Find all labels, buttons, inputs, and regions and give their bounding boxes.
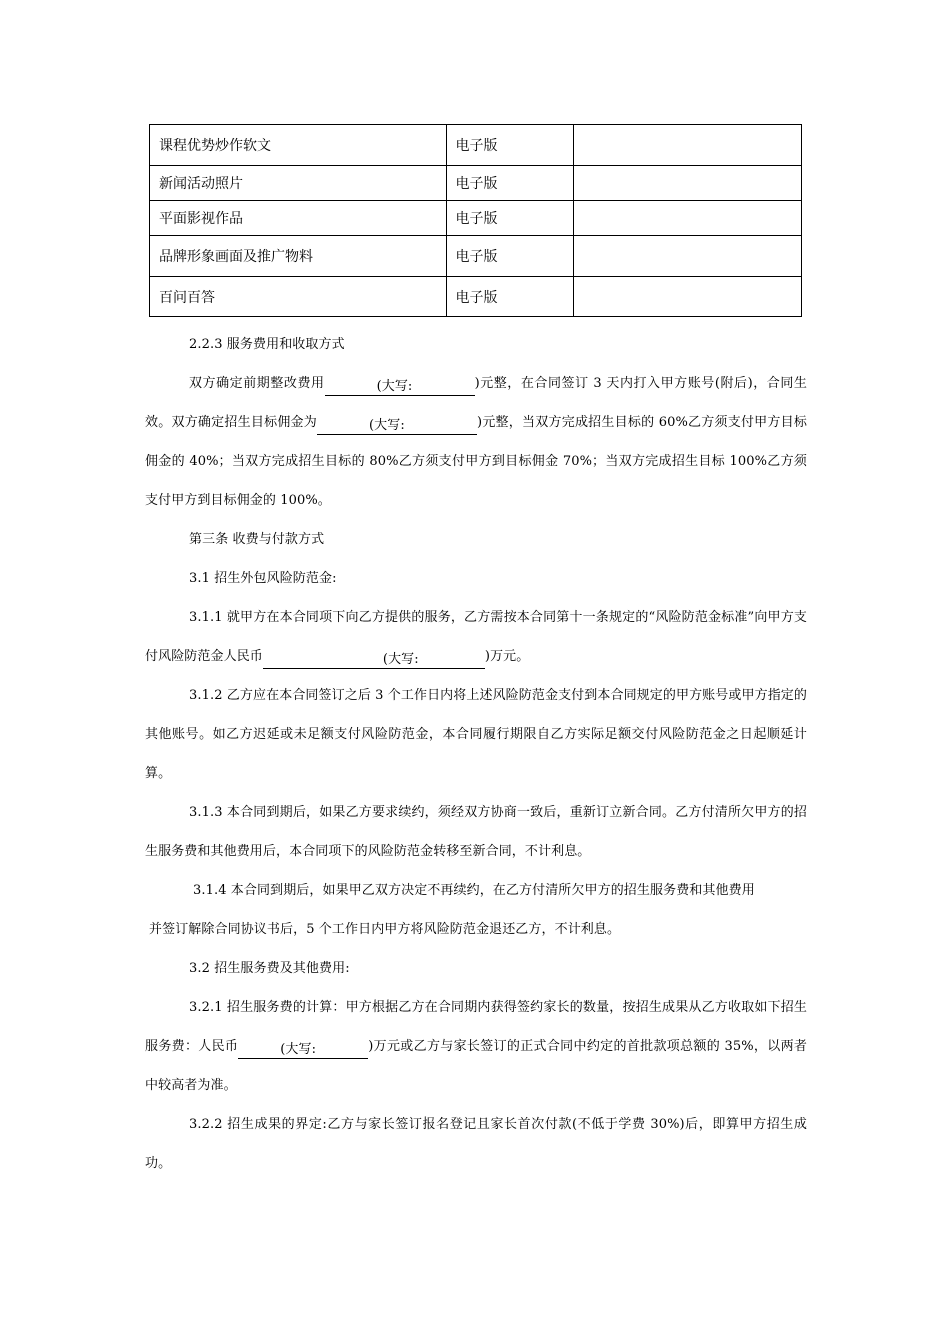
article-3-heading: 第三条 收费与付款方式 <box>189 532 325 547</box>
blank-commission-amount: (大写: <box>317 418 477 435</box>
format-cell: 电子版 <box>446 201 574 236</box>
paragraph-fees: 双方确定前期整改费用 (大写: )元整，在合同签订 3 天内打入甲方账号(附后)，合同生效。双方确定招生目标佣金为 (大写: )元整，当双方完成招生目标的 60%乙方须支付甲方目标佣金的 40%；当双方完成招生目标的 80%乙方须支付甲方到目标佣金 70%；当双方完成招生目标 100%乙方须支付甲方到目标佣金的 100%。 <box>145 376 807 508</box>
item-cell: 课程优势炒作软文 <box>150 125 447 166</box>
section-3-1: 3.1 招生外包风险防范金: <box>189 571 337 586</box>
blank-fee-amount: (大写: <box>325 379 475 396</box>
section-heading-2-2-3: 2.2.3 服务费用和收取方式 <box>189 337 345 352</box>
note-cell <box>574 236 802 277</box>
deliverables-table <box>149 124 802 317</box>
table-row <box>150 125 802 166</box>
format-cell: 电子版 <box>446 236 574 277</box>
blank-service-fee: (大写: <box>238 1042 368 1059</box>
format-cell: 电子版 <box>446 125 574 166</box>
table-row <box>150 236 802 277</box>
item-cell: 百问百答 <box>150 277 447 317</box>
item-cell: 品牌形象画面及推广物料 <box>150 236 447 277</box>
paragraph-3-2-2: 3.2.2 招生成果的界定:乙方与家长签订报名登记且家长首次付款(不低于学费 30%)后，即算甲方招生成功。 <box>145 1117 807 1171</box>
blank-risk-deposit: (大写: <box>263 652 485 669</box>
format-cell: 电子版 <box>446 166 574 201</box>
format-cell: 电子版 <box>446 277 574 317</box>
table-row <box>150 166 802 201</box>
contract-body <box>145 325 807 1183</box>
note-cell <box>574 201 802 236</box>
note-cell <box>574 166 802 201</box>
paragraph-3-1-4: 3.1.4 本合同到期后，如果甲乙双方决定不再续约，在乙方付清所欠甲方的招生服务费和其他费用 <box>193 883 755 898</box>
paragraph-3-2-1: 3.2.1 招生服务费的计算：甲方根据乙方在合同期内获得签约家长的数量，按招生成果从乙方收取如下招生服务费：人民币 (大写: )万元或乙方与家长签订的正式合同中约定的首批款项总额的 35%，以两者中较高者为准。 <box>145 1000 807 1093</box>
section-3-2: 3.2 招生服务费及其他费用: <box>189 961 350 976</box>
note-cell <box>574 277 802 317</box>
table-row <box>150 277 802 317</box>
paragraph-3-1-1: 3.1.1 就甲方在本合同项下向乙方提供的服务，乙方需按本合同第十一条规定的“风险防范金标准”向甲方支付风险防范金人民币 (大写: )万元。 <box>145 610 807 667</box>
paragraph-3-1-3: 3.1.3 本合同到期后，如果乙方要求续约，须经双方协商一致后，重新订立新合同。乙方付清所欠甲方的招生服务费和其他费用后，本合同项下的风险防范金转移至新合同，不计利息。 <box>145 805 807 859</box>
note-cell <box>574 125 802 166</box>
item-cell: 平面影视作品 <box>150 201 447 236</box>
paragraph-3-1-4-cont: 并签订解除合同协议书后，5 个工作日内甲方将风险防范金退还乙方，不计利息。 <box>149 922 621 937</box>
table-row <box>150 201 802 236</box>
item-cell: 新闻活动照片 <box>150 166 447 201</box>
paragraph-3-1-2: 3.1.2 乙方应在本合同签订之后 3 个工作日内将上述风险防范金支付到本合同规定的甲方账号或甲方指定的其他账号。如乙方迟延或未足额支付风险防范金，本合同履行期限自乙方实际足额交付风险防范金之日起顺延计算。 <box>145 688 807 781</box>
